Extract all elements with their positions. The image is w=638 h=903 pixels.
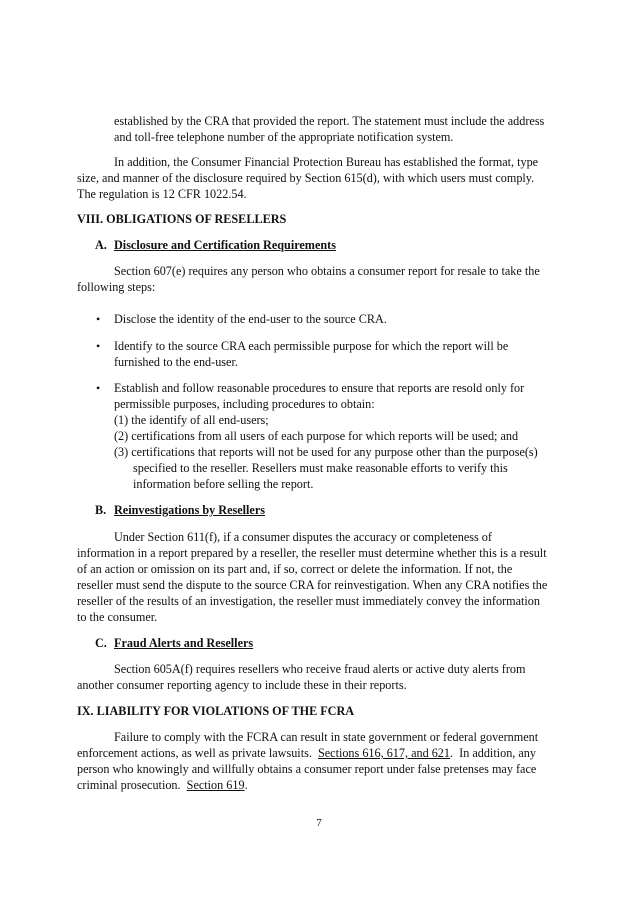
- subsection-b-line-2: information in a report prepared by a reseller, the reseller must determine whether this is a result: [77, 546, 547, 560]
- bullet-3-item-1: (1) the identify of all end-users;: [114, 413, 269, 427]
- bullet-3-item-3: (3) certifications that reports will not be used for any purpose other than the purpose(s): [114, 445, 538, 459]
- section-9-line-2-text: enforcement actions, as well as private lawsuits.: [77, 746, 318, 760]
- cfpb-line-1: In addition, the Consumer Financial Protection Bureau has established the format, type: [114, 155, 539, 169]
- cfpb-line-3: The regulation is 12 CFR 1022.54.: [77, 187, 247, 201]
- subsection-b-line-3: of an action or omission on its part and, if so, correct or delete the information. If not, the: [77, 562, 513, 576]
- subsection-a-letter: A.: [95, 238, 107, 252]
- subsection-a-intro-line-2: following steps:: [77, 280, 156, 294]
- section-9-line-4-tail: .: [244, 778, 248, 792]
- subsection-b-line-4: reseller must send the dispute to the source CRA for reinvestigation. When any CRA notifies the: [77, 578, 548, 592]
- subsection-c-line-2: another consumer reporting agency to include these in their reports.: [77, 678, 407, 692]
- bullet-marker: •: [96, 312, 101, 326]
- bullet-3-line-2: permissible purposes, including procedures to obtain:: [114, 397, 375, 411]
- bullet-3-item-3-cont-2: information before selling the report.: [133, 477, 314, 491]
- subsection-c-title: Fraud Alerts and Resellers: [114, 636, 254, 650]
- bullet-3-item-2: (2) certifications from all users of each purpose for which reports will be used; and: [114, 429, 519, 443]
- section-9-line-1: Failure to comply with the FCRA can result in state government or federal government: [114, 730, 539, 744]
- subsection-c-letter: C.: [95, 636, 107, 650]
- bullet-2-line-2: furnished to the end-user.: [114, 355, 238, 369]
- subsection-a-title: Disclosure and Certification Requirements: [114, 238, 336, 252]
- subsection-b-line-6: to the consumer.: [77, 610, 158, 624]
- intro-line-2: and toll-free telephone number of the appropriate notification system.: [114, 130, 454, 144]
- bullet-3-line-1: Establish and follow reasonable procedures to ensure that reports are resold only for: [114, 381, 525, 395]
- bullet-3-item-3-cont-1: specified to the reseller. Resellers must make reasonable efforts to verify this: [133, 461, 508, 475]
- section-9-line-3: person who knowingly and willfully obtains a consumer report under false pretenses may face: [77, 762, 537, 776]
- section-9-line-4-text: criminal prosecution.: [77, 778, 187, 792]
- cfpb-line-2: size, and manner of the disclosure required by Section 615(d), with which users must comply.: [77, 171, 535, 185]
- subsection-a-intro-line-1: Section 607(e) requires any person who obtains a consumer report for resale to take the: [114, 264, 540, 278]
- section-9-line-2-tail: . In addition, any: [450, 746, 536, 760]
- bullet-1-line-1: Disclose the identity of the end-user to the source CRA.: [114, 312, 387, 326]
- subsection-b-letter: B.: [95, 503, 107, 517]
- subsection-c-line-1: Section 605A(f) requires resellers who receive fraud alerts or active duty alerts from: [114, 662, 526, 676]
- subsection-b-line-5: reseller of the results of an investigation, the reseller must immediately convey the information: [77, 594, 540, 608]
- bullet-2-line-1: Identify to the source CRA each permissible purpose for which the report will be: [114, 339, 509, 353]
- bullet-marker: •: [96, 381, 101, 395]
- bullet-marker: •: [96, 339, 101, 353]
- section-9-line-4: [77, 778, 248, 793]
- section-8-heading: VIII. OBLIGATIONS OF RESELLERS: [77, 212, 287, 226]
- page-number: 7: [316, 817, 322, 829]
- subsection-b-title: Reinvestigations by Resellers: [114, 503, 265, 517]
- section-9-heading: IX. LIABILITY FOR VIOLATIONS OF THE FCRA: [77, 704, 355, 718]
- subsection-b-line-1: Under Section 611(f), if a consumer disputes the accuracy or completeness of: [114, 530, 492, 544]
- section-9-line-2: [77, 746, 536, 761]
- intro-line-1: established by the CRA that provided the report. The statement must include the address: [114, 114, 545, 128]
- section-619-link[interactable]: Section 619: [186, 778, 245, 792]
- sections-616-617-621-link[interactable]: Sections 616, 617, and 621: [317, 746, 450, 760]
